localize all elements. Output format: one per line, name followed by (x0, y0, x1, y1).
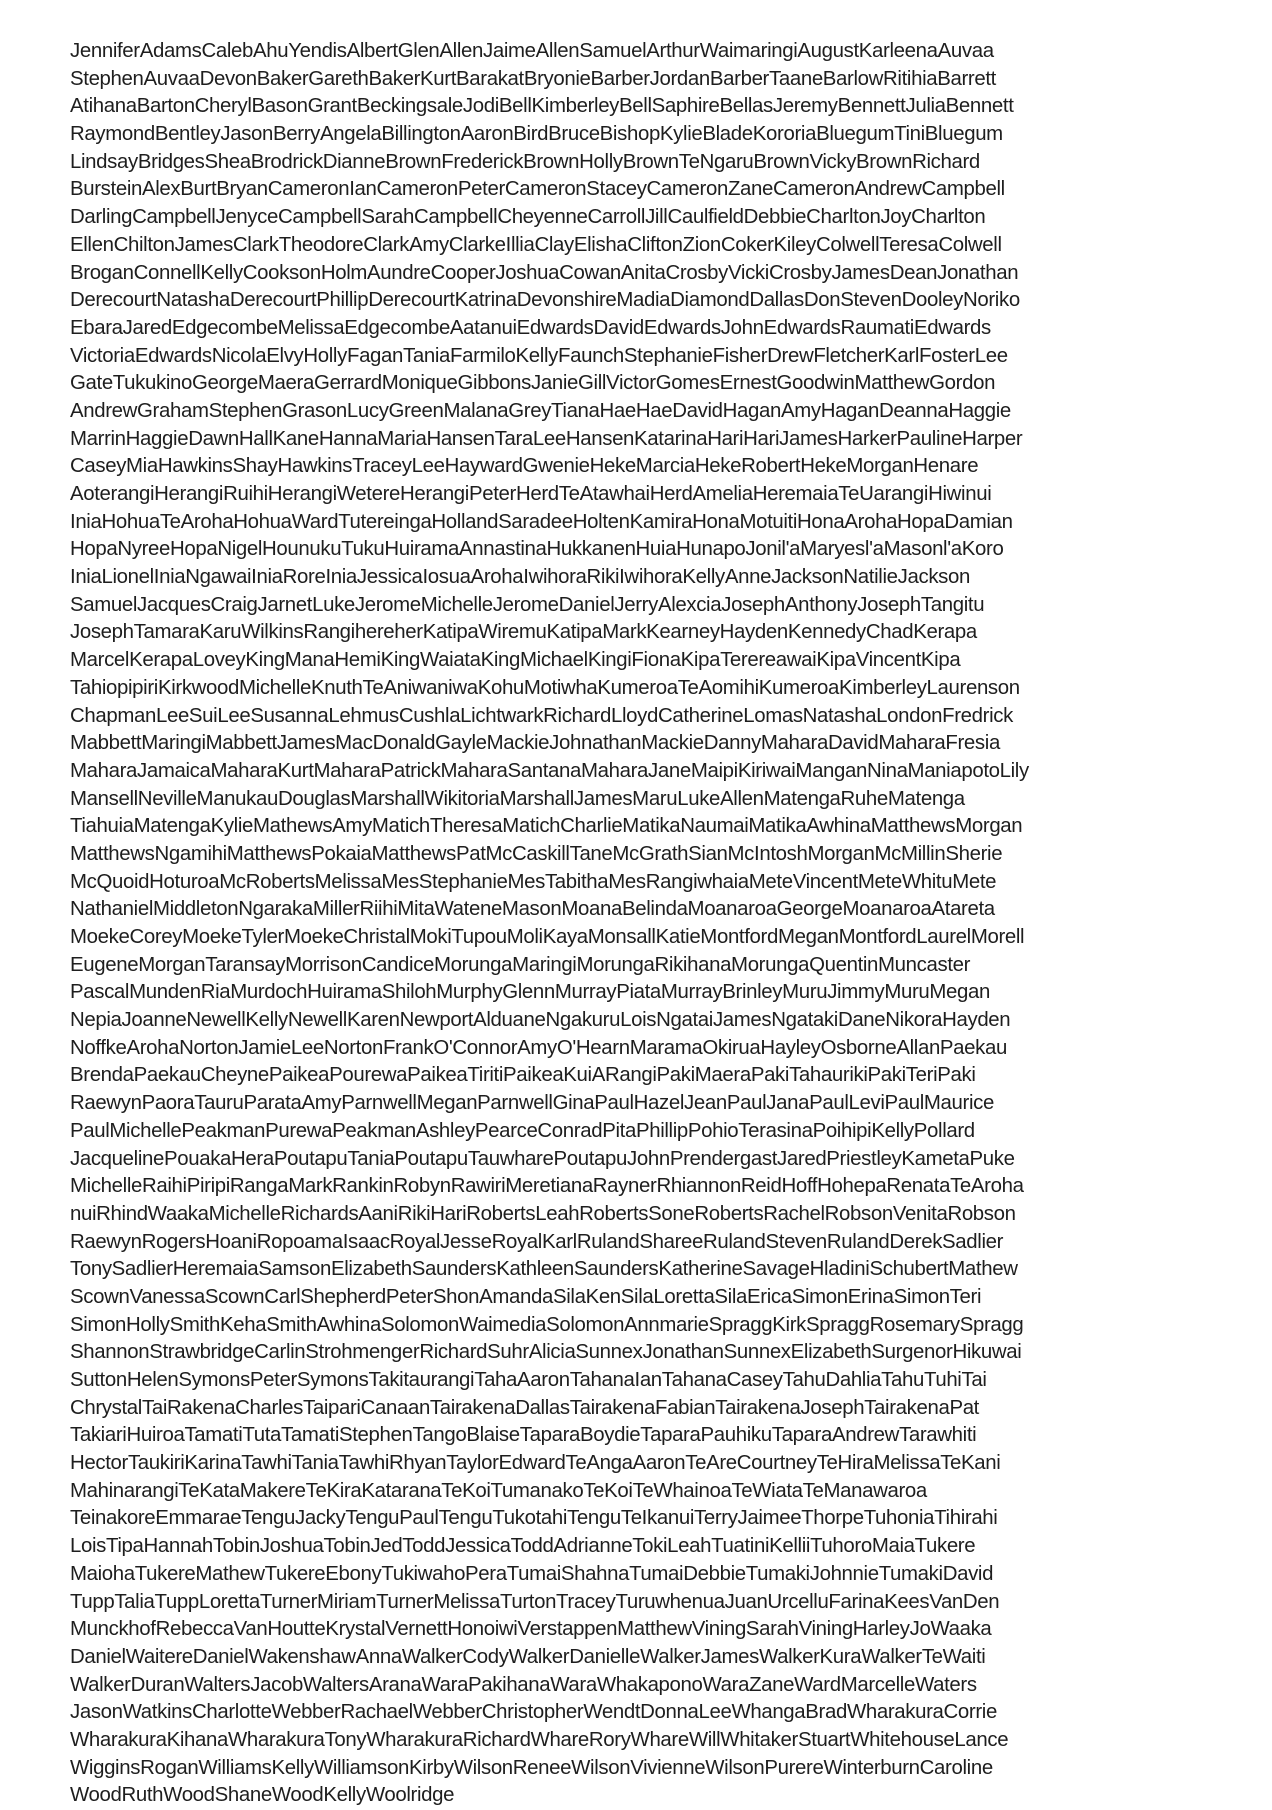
text-line: ChrystalTaiRakenaCharlesTaipariCanaanTairakenaDallasTairakenaFabianTairakenaJosephTairakenaPat (70, 1396, 979, 1419)
text-line: LindsayBridgesSheaBrodrickDianneBrownFrederickBrownHollyBrownTeNgaruBrownVickyBrownRichard (70, 150, 980, 173)
text-line: RaewynRogersHoaniRopoamaIsaacRoyalJesseRoyalKarlRulandShareeRulandStevenRulandDerekSadlier (70, 1230, 1004, 1253)
text-line: DerecourtNatashaDerecourtPhillipDerecourtKatrinaDevonshireMadiaDiamondDallasDonStevenDooleyNoriko (70, 289, 1020, 312)
text-line: CaseyMiaHawkinsShayHawkinsTraceyLeeHaywardGwenieHekeMarciaHekeRobertHekeMorganHenare (70, 455, 979, 478)
text-line: MabbettMaringiMabbettJamesMacDonaldGayleMackieJohnathanMackieDannyMaharaDavidMaharaFresia (70, 732, 1000, 755)
text-line: MaiohaTukereMathewTukereEbonyTukiwahoPeraTumaiShahnaTumaiDebbieTumakiJohnnieTumakiDavid (70, 1562, 994, 1585)
text-line: LoisTipaHannahTobinJoshuaTobinJedToddJessicaToddAdrianneTokiLeahTuatiniKelliiTuhoroMaiaTukere (70, 1535, 976, 1558)
text-line: SamuelJacquesCraigJarnetLukeJeromeMichelleJeromeDanielJerryAlexciaJosephAnthonyJosephTangitu (70, 593, 985, 616)
text-line: ScownVanessaScownCarlShepherdPeterShonAmandaSilaKenSilaLorettaSilaEricaSimonErinaSimonTeri (70, 1285, 982, 1308)
text-line: VictoriaEdwardsNicolaElvyHollyFaganTaniaFarmiloKellyFaunchStephanieFisherDrewFletcherKarlFosterLee (70, 344, 1008, 367)
text-line: IniaHohuaTeArohaHohuaWardTutereingaHollandSaradeeHoltenKamiraHonaMotuitiHonaArohaHopaDamian (70, 510, 1013, 533)
text-line: DanielWaitereDanielWakenshawAnnaWalkerCodyWalkerDanielleWalkerJamesWalkerKuraWalkerTeWaiti (70, 1645, 986, 1668)
text-line: MatthewsNgamihiMatthewsPokaiaMatthewsPatMcCaskillTaneMcGrathSianMcIntoshMorganMcMillinSherie (70, 842, 1003, 865)
text-line: TahiopipiriKirkwoodMichelleKnuthTeAniwaniwaKohuMotiwhaKumeroaTeAomihiKumeroaKimberleyLaurenson (70, 676, 1020, 699)
text-line: BroganConnellKellyCooksonHolmAundreCooperJoshuaCowanAnitaCrosbyVickiCrosbyJamesDeanJonathan (70, 261, 1019, 284)
text-line: MaharaJamaicaMaharaKurtMaharaPatrickMaharaSantanaMaharaJaneMaipiKiriwaiManganNinaManiapotoLily (70, 759, 1029, 782)
text-line: EugeneMorganTaransayMorrisonCandiceMorungaMaringiMorungaRikihanaMorungaQuentinMuncaster (70, 953, 971, 976)
text-line: MarcelKerapaLoveyKingManaHemiKingWaiataKingMichaelKingiFionaKipaTerereawaiKipaVincentKipa (70, 649, 961, 672)
text-line: JasonWatkinsCharlotteWebberRachaelWebberChristopherWendtDonnaLeeWhangaBradWharakuraCorrie (70, 1701, 997, 1724)
text-line: WoodRuthWoodShaneWoodKellyWoolridge (70, 1784, 455, 1807)
text-line: McQuoidHoturoaMcRobertsMelissaMesStephanieMesTabithaMesRangiwhaiaMeteVincentMeteWhituMete (70, 870, 997, 893)
text-line: JacquelinePouakaHeraPoutapuTaniaPoutapuTauwharePoutapuJohnPrendergastJaredPriestleyKametaPuke (70, 1147, 1015, 1170)
text-line: BrendaPaekauCheynePaikeaPourewaPaikeaTiritiPaikeaKuiARangiPakiMaeraPakiTahaurikiPakiTeriPaki (70, 1064, 976, 1087)
text-line: TeinakoreEmmaraeTenguJackyTenguPaulTenguTukotahiTenguTeIkanuiTerryJaimeeThorpeTuhoniaTihirahi (70, 1507, 998, 1530)
text-line: BursteinAlexBurtBryanCameronIanCameronPeterCameronStaceyCameronZaneCameronAndrewCampbell (70, 178, 1005, 201)
text-line: HopaNyreeHopaNigelHounukuTukuHuiramaAnnastinaHukkanenHuiaHunapoJonil'aMaryesl'aMasonl'aKoro (70, 538, 1004, 561)
text-line: NathanielMiddletonNgarakaMillerRiihiMitaWateneMasonMoanaBelindaMoanaroaGeorgeMoanaroaAtareta (70, 898, 995, 921)
text-line: MunckhofRebeccaVanHoutteKrystalVernettHonoiwiVerstappenMatthewViningSarahViningHarleyJoWaaka (70, 1618, 992, 1641)
text-line: MichelleRaihiPiripiRangaMarkRankinRobynRawiriMeretianaRaynerRhiannonReidHoffHohepaRenataTeAroha (70, 1175, 1024, 1198)
text-line: WharakuraKihanaWharakuraTonyWharakuraRichardWhareRoryWhareWillWhitakerStuartWhitehouseLance (70, 1728, 1009, 1751)
text-line: SimonHollySmithKehaSmithAwhinaSolomonWaimediaSolomonAnnmarieSpraggKirkSpraggRosemarySpragg (70, 1313, 1024, 1336)
text-line: GateTukukinoGeorgeMaeraGerrardMoniqueGibbonsJanieGillVictorGomesErnestGoodwinMatthewGordon (70, 372, 996, 395)
text-line: MarrinHaggieDawnHallKaneHannaMariaHansenTaraLeeHansenKatarinaHariHariJamesHarkerPaulineHarper (70, 427, 1023, 450)
text-line: MoekeCoreyMoekeTylerMoekeChristalMokiTupouMoliKayaMonsallKatieMontfordMeganMontfordLaurelMorell (70, 926, 1025, 948)
text-line: ShannonStrawbridgeCarlinStrohmengerRichardSuhrAliciaSunnexJonathanSunnexElizabethSurgenorHikuwai (70, 1341, 1022, 1364)
text-line: PaulMichellePeakmanPurewaPeakmanAshleyPearceConradPitaPhillipPohioTerasinaPoihipiKellyPollard (70, 1119, 975, 1142)
text-line: MansellNevilleManukauDouglasMarshallWikitoriaMarshallJamesMaruLukeAllenMatengaRuheMatenga (70, 787, 965, 810)
text-line: StephenAuvaaDevonBakerGarethBakerKurtBarakatBryonieBarberJordanBarberTaaneBarlowRitihiaBarrett (70, 67, 996, 90)
text-line: WigginsRoganWilliamsKellyWilliamsonKirbyWilsonReneeWilsonVivienneWilsonPurereWinterburnCaroline (70, 1756, 993, 1779)
text-line: ChapmanLeeSuiLeeSusannaLehmusCushlaLichtwarkRichardLloydCatherineLomasNatashaLondonFredrick (70, 704, 1013, 727)
text-line: NoffkeArohaNortonJamieLeeNortonFrankO'ConnorAmyO'HearnMaramaOkiruaHayleyOsborneAllanPaekau (70, 1036, 1007, 1059)
names-text-block (70, 38, 1220, 1810)
text-line: AndrewGrahamStephenGrasonLucyGreenMalanaGreyTianaHaeHaeDavidHaganAmyHaganDeannaHaggie (70, 399, 1011, 422)
text-line: TiahuiaMatengaKylieMathewsAmyMatichTheresaMatichCharlieMatikaNaumaiMatikaAwhinaMatthewsMorgan (70, 815, 1023, 838)
text-line: EllenChiltonJamesClarkTheodoreClarkAmyClarkeIlliaClayElishaCliftonZionCokerKileyColwellTeresaColwell (70, 233, 1002, 256)
text-line: TuppTaliaTuppLorettaTurnerMiriamTurnerMelissaTurtonTraceyTuruwhenuaJuanUrcelluFarinaKeesVanDen (70, 1590, 1000, 1613)
text-line: DarlingCampbellJenyceCampbellSarahCampbellCheyenneCarrollJillCaulfieldDebbieCharltonJoyCharlton (70, 206, 986, 229)
text-line: AtihanaBartonCherylBasonGrantBeckingsaleJodiBellKimberleyBellSaphireBellasJeremyBennettJuliaBennett (70, 95, 1014, 118)
text-line: HectorTaukiriKarinaTawhiTaniaTawhiRhyanTaylorEdwardTeAngaAaronTeAreCourtneyTeHiraMelissaTeKani (70, 1452, 1001, 1475)
text-line: AoterangiHerangiRuihiHerangiWetereHerangiPeterHerdTeAtawhaiHerdAmeliaHeremaiaTeUarangiHiwinui (70, 483, 992, 505)
text-line: EbaraJaredEdgecombeMelissaEdgecombeAatanuiEdwardsDavidEdwardsJohnEdwardsRaumatiEdwards (70, 316, 991, 339)
text-line: PascalMundenRiaMurdochHuiramaShilohMurphyGlennMurrayPiataMurrayBrinleyMuruJimmyMuruMegan (70, 981, 990, 1004)
text-line: IniaLionelIniaNgawaiIniaRoreIniaJessicaIosuaArohaIwihoraRikiIwihoraKellyAnneJacksonNatilieJackson (70, 566, 970, 589)
text-line: SuttonHelenSymonsPeterSymonsTakitaurangiTahaAaronTahanaIanTahanaCaseyTahuDahliaTahuTuhiTai (70, 1369, 987, 1391)
text-line: WalkerDuranWaltersJacobWaltersAranaWaraPakihanaWaraWhakaponoWaraZaneWardMarcelleWaters (70, 1673, 977, 1696)
text-line: RaymondBentleyJasonBerryAngelaBillingtonAaronBirdBruceBishopKylieBladeKororiaBluegumTiniBluegum (70, 123, 1003, 146)
text-line: TakiariHuiroaTamatiTutaTamatiStephenTangoBlaiseTaparaBoydieTaparaPauhikuTaparaAndrewTarawhiti (70, 1424, 977, 1447)
text-line: RaewynPaoraTauruParataAmyParnwellMeganParnwellGinaPaulHazelJeanPaulJanaPaulLeviPaulMaurice (70, 1092, 994, 1115)
text-line: JenniferAdamsCalebAhuYendisAlbertGlenAllenJaimeAllenSamuelArthurWaimaringiAugustKarleenaAuvaa (70, 40, 994, 62)
text-line: NepiaJoanneNewellKellyNewellKarenNewportAlduaneNgakuruLoisNgataiJamesNgatakiDaneNikoraHayden (70, 1009, 1011, 1032)
text-line: TonySadlierHeremaiaSamsonElizabethSaundersKathleenSaundersKatherineSavageHladiniSchubertMathew (70, 1258, 1018, 1281)
text-line: JosephTamaraKaruWilkinsRangihereherKatipaWiremuKatipaMarkKearneyHaydenKennedyChadKerapa (70, 621, 977, 644)
text-line: MahinarangiTeKataMakereTeKiraKataranaTeKoiTumanakoTeKoiTeWhainoaTeWiataTeManawaroa (70, 1479, 927, 1502)
text-line: nuiRhindWaakaMichelleRichardsAaniRikiHariRobertsLeahRobertsSoneRobertsRachelRobsonVenitaRobson (70, 1202, 1016, 1225)
